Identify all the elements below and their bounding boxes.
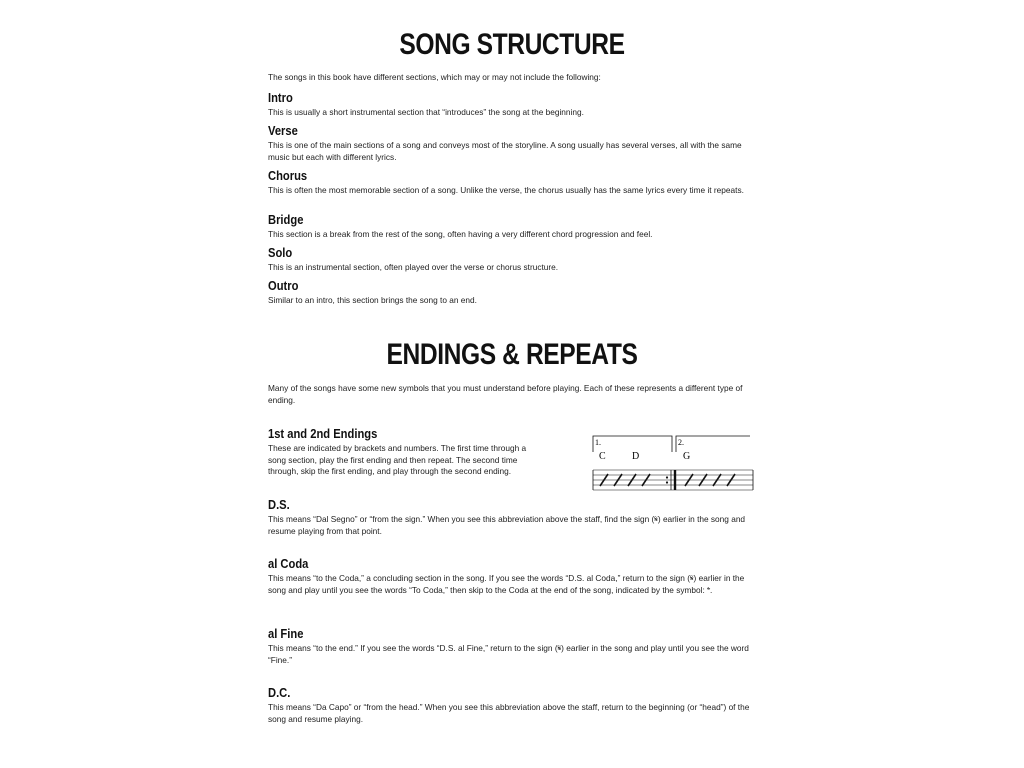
dc-section [268, 684, 756, 725]
al-fine-section [268, 625, 750, 666]
first-ending-bracket [593, 436, 672, 452]
song-structure-intro-text: The songs in this book have different sections, which may or may not include the following: [268, 72, 601, 82]
chord-d: D [632, 451, 640, 462]
endings-intro [268, 383, 758, 406]
song-structure-title: SONG STRUCTURE [399, 28, 625, 61]
al-coda-section [268, 555, 750, 596]
first-second-endings-body: These are indicated by brackets and numbers. The first time through a song section, play the first ending and then repeat. The second time through, skip the first ending, and play through the second ending. [268, 443, 527, 476]
dc-body: This means “Da Capo” or “from the head.” When you see this abbreviation above the staff, return to the beginning (or “head”) of the song and resume playing. [268, 702, 750, 724]
staff-lines [593, 470, 753, 490]
al-coda-heading: al Coda [268, 556, 309, 571]
section-heading: Solo [268, 245, 293, 260]
section-body: This is an instrumental section, often played over the verse or chorus structure. [268, 262, 559, 272]
chord-c: C [599, 451, 606, 462]
second-ending-label: 2. [678, 438, 684, 447]
section-bridge [268, 211, 750, 241]
al-coda-body: This means “to the Coda,” a concluding section in the song. If you see the words “D.S. al Coda,” return to the sign (𝄋) earlier in the song and play until you see the words “To Coda,” then skip to the Coda at the end of the song, indicated by the symbol: 𝄌. [268, 573, 745, 595]
section-body: Similar to an intro, this section brings the song to an end. [268, 295, 477, 305]
section-body: This section is a break from the rest of the song, often having a very different chord progression and feel. [268, 229, 653, 239]
section-body: This is often the most memorable section of a song. Unlike the verse, the chorus usually has the same lyrics every time it repeats. [268, 185, 744, 195]
section-heading: Intro [268, 90, 293, 105]
second-ending-bracket [676, 436, 750, 452]
section-chorus [268, 167, 750, 197]
dc-heading: D.C. [268, 685, 291, 700]
chord-g: G [683, 451, 691, 462]
first-ending-label: 1. [595, 438, 601, 447]
section-body: This is usually a short instrumental section that “introduces” the song at the beginning. [268, 107, 584, 117]
section-body: This is one of the main sections of a song and conveys most of the storyline. A song usually has several verses, all with the same music but each with different lyrics. [268, 140, 742, 162]
section-intro [268, 89, 750, 119]
section-heading: Bridge [268, 212, 304, 227]
first-second-endings-heading: 1st and 2nd Endings [268, 426, 378, 441]
ds-body: This means “Dal Segno” or “from the sign.” When you see this abbreviation above the staff, find the sign (𝄋) earlier in the song and resume playing from that point. [268, 514, 746, 536]
ds-section [268, 496, 750, 537]
section-heading: Outro [268, 278, 299, 293]
ds-heading: D.S. [268, 497, 290, 512]
section-solo [268, 244, 750, 274]
first-second-endings [268, 425, 543, 478]
section-verse [268, 122, 750, 163]
endings-notation-example [590, 434, 756, 496]
al-fine-body: This means “to the end.” If you see the words “D.S. al Fine,” return to the sign (𝄋) earlier in the song and play until you see the word “Fine.” [268, 643, 749, 665]
endings-repeats-title: ENDINGS & REPEATS [386, 338, 638, 371]
endings-intro-text: Many of the songs have some new symbols that you must understand before playing. Each of these represents a different type of ending. [268, 383, 743, 405]
song-structure-intro [268, 72, 750, 84]
al-fine-heading: al Fine [268, 626, 304, 641]
section-heading: Verse [268, 123, 298, 138]
section-outro [268, 277, 750, 307]
section-heading: Chorus [268, 168, 308, 183]
